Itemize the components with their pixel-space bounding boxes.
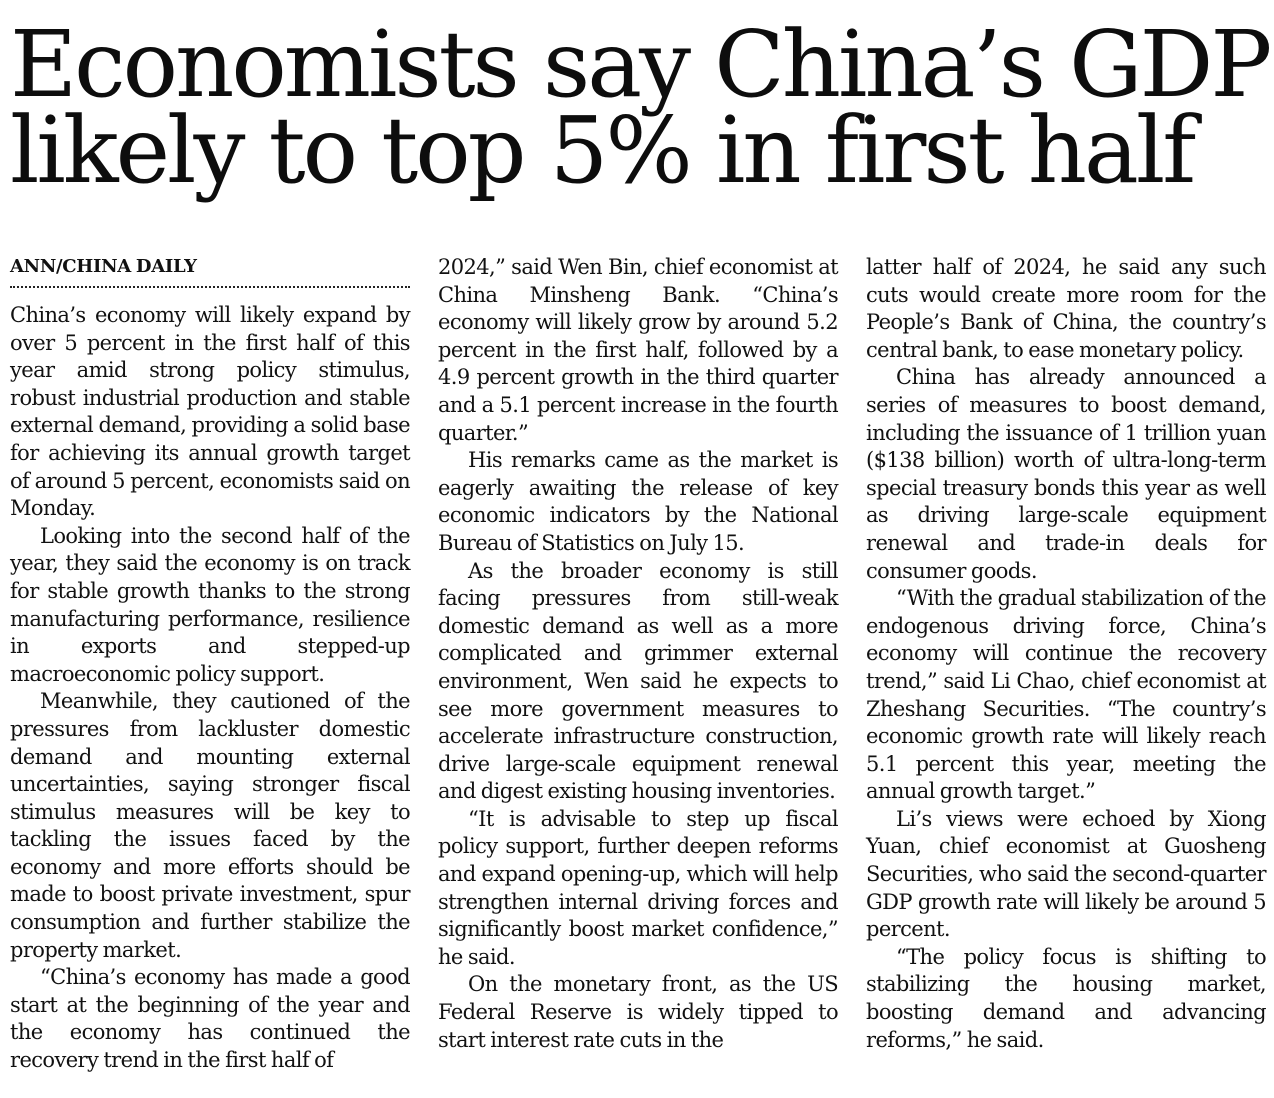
paragraph: His remarks came as the market is eagerly awaiting the release of key economic indicators by the National Bureau of Statistics on July 15. — [438, 448, 838, 555]
paragraph-continued: latter half of 2024, he said any such cuts would create more room for the People’s Bank of China, the country’s central bank, to ease monetary policy. — [866, 255, 1266, 362]
headline-line-1: Economists say China’s GDP — [10, 11, 1270, 118]
byline: ANN/CHINA DAILY — [10, 256, 197, 277]
byline-divider — [10, 286, 410, 288]
paragraph: Li’s views were echoed by Xiong Yuan, chief economist at Guosheng Securities, who said the second-quarter GDP growth rate will likely be around 5 percent. — [866, 806, 1266, 942]
article-column-3 — [866, 254, 1266, 1054]
headline-line-2: likely to top 5% in first half — [10, 97, 1194, 204]
article-column-1 — [10, 254, 410, 1075]
paragraph: Looking into the second half of the year, they said the economy is on track for stable growth thanks to the strong manufacturing performance, resilience in exports and stepped-up macroeconomic policy support. — [10, 523, 410, 686]
paragraph: China has already announced a series of measures to boost demand, including the issuance of 1 trillion yuan ($138 billion) worth of ultra-long-term special treasury bonds this year as well as driving large-scale equipment renewal and trade-in deals for consumer goods. — [866, 365, 1266, 583]
paragraph: On the monetary front, as the US Federal Reserve is widely tipped to start interest rate cuts in the — [438, 972, 838, 1052]
paragraph: China’s economy will likely expand by over 5 percent in the first half of this year amid strong policy stimulus, robust industrial production and stable external demand, providing a solid base for achieving its annual growth target of around 5 percent, economists said on Monday. — [10, 303, 410, 521]
paragraph: “With the gradual stabilization of the endogenous driving force, China’s economy will continue the recovery trend,” said Li Chao, chief economist at Zheshang Securities. “The country’s economic growth rate will likely reach 5.1 percent this year, meeting the annual growth target.” — [866, 586, 1266, 804]
paragraph: “The policy focus is shifting to stabilizing the housing market, boosting demand and advancing reforms,” he said. — [866, 944, 1266, 1052]
headline — [10, 11, 1270, 204]
paragraph-continued: 2024,” said Wen Bin, chief economist at China Minsheng Bank. “China’s economy will likely grow by around 5.2 percent in the first half, followed by a 4.9 percent growth in the third quarter and a 5.1 percent increase in the fourth quarter.” — [438, 255, 838, 445]
paragraph: “It is advisable to step up fiscal policy support, further deepen reforms and expand opening-up, which will help strengthen internal driving forces and significantly boost market confidence,” he said. — [438, 806, 838, 969]
paragraph: As the broader economy is still facing pressures from still-weak domestic demand as well as a more complicated and grimmer external environment, Wen said he expects to see more government measures to accelerate infrastructure construction, drive large-scale equipment renewal and digest existing housing inventories. — [438, 558, 838, 804]
paragraph: “China’s economy has made a good start at the beginning of the year and the economy has continued the recovery trend in the first half of — [10, 965, 410, 1073]
paragraph: Meanwhile, they cautioned of the pressures from lackluster domestic demand and mounting external uncertainties, saying stronger fiscal stimulus measures will be key to tackling the issues faced by the economy and more efforts should be made to boost private investment, spur consumption and further stabilize the property market. — [10, 689, 410, 962]
article-column-2 — [438, 254, 838, 1054]
